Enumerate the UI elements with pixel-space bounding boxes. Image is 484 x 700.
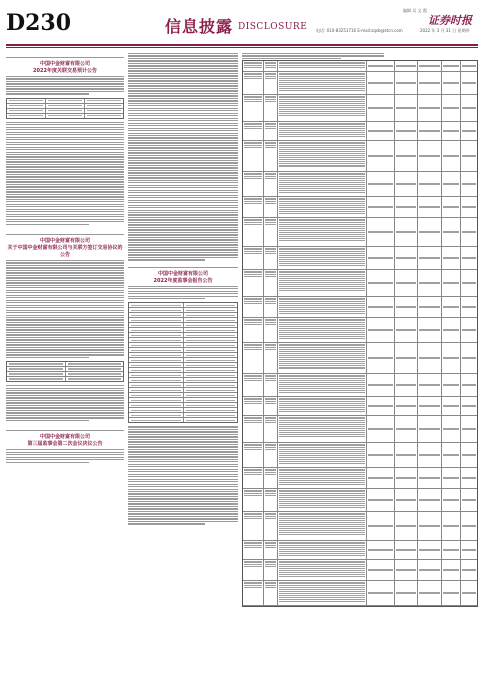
- table-cell: [461, 172, 477, 196]
- table-cell: [278, 343, 367, 373]
- table-cell: [243, 560, 264, 580]
- table-row: [243, 297, 477, 318]
- table-cell: [243, 318, 264, 342]
- table-cell: [461, 72, 477, 94]
- table-row: [243, 247, 477, 270]
- notice-body-text: [128, 286, 238, 300]
- table-row: [243, 141, 477, 172]
- table-cell: [264, 468, 278, 488]
- table-cell: [418, 141, 441, 171]
- notice-title: 第三届监事会第二次会议决议公告: [27, 441, 103, 448]
- table-row: [243, 374, 477, 397]
- table-cell: [278, 397, 367, 415]
- table-row: [243, 489, 477, 512]
- table-cell: [367, 122, 395, 140]
- table-row: [243, 416, 477, 443]
- date-line: 2022 年 3 月 31 日 星期四: [420, 28, 470, 33]
- table-cell: [367, 95, 395, 121]
- table-cell: [442, 468, 461, 488]
- table-cell: [367, 343, 395, 373]
- notice-body-text: [6, 385, 124, 421]
- table-cell: [418, 560, 441, 580]
- table-cell: [264, 397, 278, 415]
- table-cell: [418, 397, 441, 415]
- table-cell: [395, 489, 418, 511]
- column-right-table: [242, 52, 478, 692]
- table-cell: [395, 141, 418, 171]
- table-cell: [442, 270, 461, 296]
- table-cell: [243, 443, 264, 467]
- table-cell: [395, 541, 418, 559]
- table-cell: [278, 374, 367, 396]
- contact-line: 电话: 010-83251716 E-mail:zqsb@stcn.com: [316, 28, 403, 33]
- table-row: [243, 197, 477, 218]
- table-cell: [367, 61, 395, 71]
- table-cell: [418, 318, 441, 342]
- table-cell: [278, 468, 367, 488]
- table-cell: [278, 141, 367, 171]
- table-cell: [418, 374, 441, 396]
- table-cell: [243, 270, 264, 296]
- table-cell: [442, 61, 461, 71]
- masthead: [0, 0, 484, 44]
- table-cell: [461, 343, 477, 373]
- table-row: [243, 318, 477, 343]
- table-cell: [395, 95, 418, 121]
- table-cell: [278, 443, 367, 467]
- table-cell: [418, 416, 441, 442]
- table-row: [243, 443, 477, 468]
- table-cell: [395, 374, 418, 396]
- table-cell: [367, 374, 395, 396]
- table-cell: [461, 318, 477, 342]
- notice-company: 中国中金财富有限公司: [39, 61, 90, 67]
- stock-code-line: [128, 262, 238, 268]
- table-cell: [243, 541, 264, 559]
- table-cell: [264, 247, 278, 269]
- table-cell: [367, 172, 395, 196]
- page-number: D230: [6, 10, 72, 36]
- table-cell: [395, 468, 418, 488]
- table-cell: [367, 560, 395, 580]
- table-row: [243, 95, 477, 122]
- table-cell: [395, 581, 418, 605]
- table-cell: [278, 489, 367, 511]
- table-cell: [264, 218, 278, 246]
- table-cell: [278, 541, 367, 559]
- table-cell: [264, 172, 278, 196]
- notice-body-text: [6, 122, 124, 225]
- table-cell: [418, 541, 441, 559]
- table-cell: [264, 443, 278, 467]
- table-row: [243, 560, 477, 581]
- table-cell: [395, 218, 418, 246]
- notice-block: [6, 425, 124, 463]
- table-cell: [442, 141, 461, 171]
- table-cell: [278, 318, 367, 342]
- notice-title: 关于中国中金财富有限公司与关联方签订交易协议的公告: [7, 244, 123, 258]
- table-row: [243, 512, 477, 541]
- table-cell: [395, 297, 418, 317]
- table-cell: [264, 541, 278, 559]
- table-cell: [278, 218, 367, 246]
- table-cell: [264, 122, 278, 140]
- table-cell: [461, 95, 477, 121]
- table-cell: [243, 247, 264, 269]
- table-cell: [418, 72, 441, 94]
- table-cell: [442, 374, 461, 396]
- table-cell: [442, 95, 461, 121]
- table-cell: [461, 512, 477, 540]
- table-cell: [367, 218, 395, 246]
- table-cell: [395, 247, 418, 269]
- table-caption: [242, 53, 384, 59]
- table-cell: [395, 197, 418, 217]
- table-cell: [461, 581, 477, 605]
- stock-code-line: [6, 425, 124, 431]
- table-cell: [442, 560, 461, 580]
- table-cell: [264, 141, 278, 171]
- table-row: [243, 581, 477, 606]
- table-cell: [461, 489, 477, 511]
- body-text: [128, 53, 238, 261]
- table-cell: [367, 541, 395, 559]
- stock-code-line: [6, 229, 124, 235]
- table-cell: [461, 443, 477, 467]
- notice-body-text: [6, 260, 124, 358]
- table-cell: [442, 343, 461, 373]
- notice-block: [128, 262, 238, 525]
- notice-block: [6, 229, 124, 421]
- table-cell: [418, 343, 441, 373]
- column-left: [6, 52, 124, 692]
- table-cell: [461, 122, 477, 140]
- table-cell: [264, 343, 278, 373]
- table-cell: [418, 512, 441, 540]
- table-cell: [367, 270, 395, 296]
- table-cell: [264, 72, 278, 94]
- table-cell: [367, 72, 395, 94]
- table-row: [243, 172, 477, 197]
- column-middle: [128, 52, 238, 692]
- table-cell: [418, 270, 441, 296]
- table-cell: [367, 297, 395, 317]
- table-cell: [264, 270, 278, 296]
- table-cell: [442, 581, 461, 605]
- table-cell: [418, 218, 441, 246]
- table-cell: [264, 61, 278, 71]
- table-cell: [278, 247, 367, 269]
- table-cell: [442, 197, 461, 217]
- notice-company: 中国中金财富有限公司: [39, 237, 90, 244]
- table-cell: [367, 512, 395, 540]
- table-cell: [243, 489, 264, 511]
- section-title-en: DISCLOSURE: [238, 22, 308, 32]
- notice-title: 2022年度监事会报告公告: [153, 277, 213, 284]
- table-cell: [395, 397, 418, 415]
- table-row: [243, 397, 477, 416]
- table-cell: [395, 416, 418, 442]
- table-cell: [278, 172, 367, 196]
- table-cell: [461, 61, 477, 71]
- table-cell: [243, 343, 264, 373]
- notice-table: [6, 98, 124, 119]
- table-cell: [243, 172, 264, 196]
- table-cell: [264, 197, 278, 217]
- table-cell: [418, 95, 441, 121]
- notice-title: 2022年度关联交易预计公告: [33, 68, 97, 74]
- table-cell: [367, 141, 395, 171]
- stock-code-line: [6, 52, 124, 58]
- table-cell: [243, 397, 264, 415]
- table-cell: [418, 61, 441, 71]
- table-cell: [461, 374, 477, 396]
- table-cell: [442, 318, 461, 342]
- header-rule-thin: [6, 47, 478, 48]
- table-cell: [278, 270, 367, 296]
- table-cell: [418, 443, 441, 467]
- table-cell: [367, 197, 395, 217]
- table-cell: [418, 247, 441, 269]
- table-cell: [418, 489, 441, 511]
- table-cell: [461, 141, 477, 171]
- table-cell: [243, 512, 264, 540]
- table-cell: [395, 61, 418, 71]
- newspaper-logo: 证券时报: [428, 14, 472, 27]
- table-cell: [264, 560, 278, 580]
- table-row: [243, 270, 477, 297]
- table-cell: [264, 95, 278, 121]
- table-cell: [418, 297, 441, 317]
- table-cell: [418, 581, 441, 605]
- table-cell: [278, 297, 367, 317]
- table-cell: [461, 397, 477, 415]
- table-cell: [243, 374, 264, 396]
- table-cell: [367, 247, 395, 269]
- table-cell: [264, 374, 278, 396]
- table-cell: [243, 581, 264, 605]
- table-cell: [461, 218, 477, 246]
- header-rule: [6, 44, 478, 46]
- notice-block: [6, 52, 124, 225]
- table-cell: [442, 218, 461, 246]
- notice-company: 中国中金财富有限公司: [39, 434, 90, 441]
- table-cell: [278, 512, 367, 540]
- table-cell: [243, 468, 264, 488]
- table-cell: [395, 560, 418, 580]
- notice-body-text: [6, 449, 124, 463]
- table-header-row: [243, 61, 477, 72]
- table-cell: [243, 61, 264, 71]
- table-row: [243, 122, 477, 141]
- table-cell: [442, 443, 461, 467]
- related-transactions-table: [242, 60, 478, 607]
- table-cell: [395, 270, 418, 296]
- table-row: [243, 468, 477, 489]
- table-cell: [442, 416, 461, 442]
- table-cell: [442, 297, 461, 317]
- table-cell: [461, 270, 477, 296]
- table-cell: [395, 443, 418, 467]
- table-cell: [461, 416, 477, 442]
- table-cell: [395, 122, 418, 140]
- table-cell: [442, 512, 461, 540]
- notice-body-text: [6, 76, 124, 95]
- table-cell: [264, 489, 278, 511]
- table-cell: [243, 72, 264, 94]
- table-cell: [367, 468, 395, 488]
- table-cell: [264, 297, 278, 317]
- table-cell: [264, 581, 278, 605]
- table-row: [243, 218, 477, 247]
- table-cell: [264, 512, 278, 540]
- table-cell: [442, 122, 461, 140]
- notice-body-text: [128, 426, 238, 524]
- table-cell: [278, 197, 367, 217]
- table-cell: [278, 95, 367, 121]
- table-cell: [442, 541, 461, 559]
- table-cell: [442, 72, 461, 94]
- table-cell: [278, 560, 367, 580]
- section-title: 信息披露: [165, 17, 234, 36]
- table-cell: [442, 397, 461, 415]
- table-cell: [278, 416, 367, 442]
- table-cell: [418, 197, 441, 217]
- table-cell: [461, 541, 477, 559]
- table-cell: [395, 512, 418, 540]
- table-cell: [367, 318, 395, 342]
- table-cell: [243, 197, 264, 217]
- table-cell: [243, 141, 264, 171]
- table-cell: [243, 416, 264, 442]
- table-cell: [243, 95, 264, 121]
- table-cell: [418, 122, 441, 140]
- table-cell: [243, 218, 264, 246]
- table-cell: [278, 61, 367, 71]
- table-cell: [278, 122, 367, 140]
- table-cell: [442, 489, 461, 511]
- table-cell: [243, 122, 264, 140]
- table-cell: [461, 560, 477, 580]
- table-row: [243, 343, 477, 374]
- notice-company: 中国中金财富有限公司: [157, 270, 208, 277]
- table-cell: [367, 443, 395, 467]
- table-cell: [442, 172, 461, 196]
- table-cell: [461, 247, 477, 269]
- table-cell: [461, 468, 477, 488]
- table-cell: [461, 197, 477, 217]
- table-row: [243, 541, 477, 560]
- table-cell: [278, 581, 367, 605]
- table-cell: [367, 397, 395, 415]
- table-cell: [418, 468, 441, 488]
- notice-table: [6, 361, 124, 382]
- table-cell: [395, 318, 418, 342]
- table-cell: [395, 172, 418, 196]
- notice-table: [128, 302, 238, 423]
- editor-line: 编辑 吴 文 霞: [403, 8, 427, 13]
- table-cell: [395, 343, 418, 373]
- table-cell: [243, 297, 264, 317]
- table-cell: [367, 489, 395, 511]
- table-cell: [264, 416, 278, 442]
- table-row: [243, 72, 477, 95]
- table-cell: [367, 581, 395, 605]
- table-cell: [418, 172, 441, 196]
- table-cell: [461, 297, 477, 317]
- table-cell: [278, 72, 367, 94]
- table-cell: [367, 416, 395, 442]
- table-cell: [264, 318, 278, 342]
- table-cell: [395, 72, 418, 94]
- table-cell: [442, 247, 461, 269]
